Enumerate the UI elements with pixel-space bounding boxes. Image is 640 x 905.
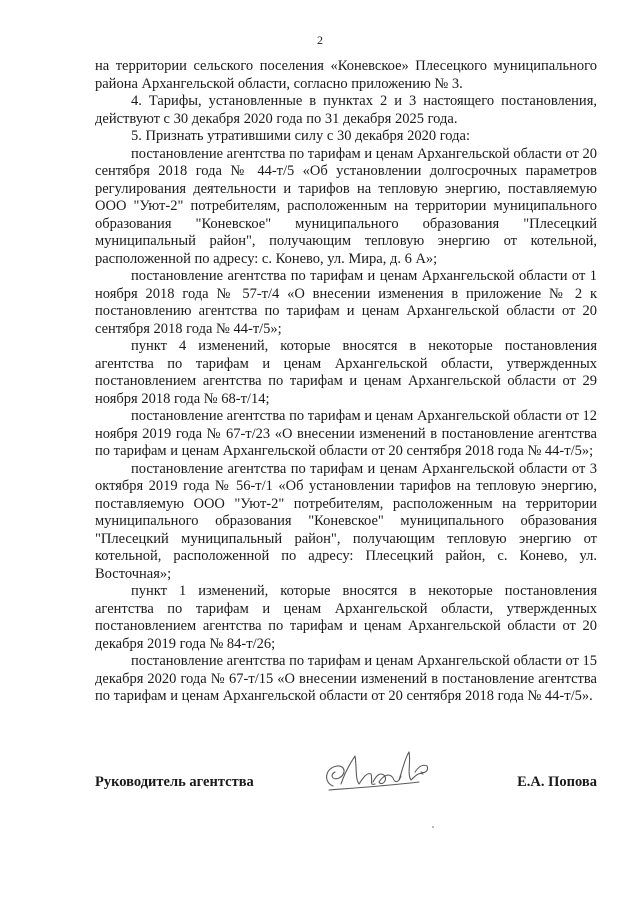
- repealed-act-2: постановление агентства по тарифам и ценам Архангельской области от 1 ноября 2018 года № 57-т/4 «О внесении изменения в приложение № 2 к постановлению агентства по тарифам и ценам Архангельской области от 20 сентября 2018 года № 44-т/5»;: [95, 268, 597, 337]
- page-number: 2: [317, 33, 323, 47]
- repealed-act-6: пункт 1 изменений, которые вносятся в некоторые постановления агентства по тарифам и ценам Архангельской области, утвержденных постановлением агентства по тарифам и ценам Архангельской области от 20 декабря 2019 года № 84-т/26;: [95, 583, 597, 652]
- paragraph-item-5: 5. Признать утратившими силу с 30 декабря 2020 года:: [131, 128, 470, 144]
- repealed-act-4: постановление агентства по тарифам и ценам Архангельской области от 12 ноября 2019 года № 67-т/23 «О внесении изменений в постановление агентства по тарифам и ценам Архангельской области от 20 сентября 2018 года № 44-т/5»;: [95, 408, 597, 459]
- handwritten-signature: [315, 742, 435, 800]
- document-body: [95, 58, 597, 706]
- signatory-name: Е.А. Попова: [517, 774, 597, 790]
- repealed-act-5: постановление агентства по тарифам и ценам Архангельской области от 3 октября 2019 года № 56-т/1 «Об установлении тарифов на тепловую энергию, поставляемую ООО "Уют-2" потребителям, расположенным на территории муниципального образования "Коневское" муниципального образования "Плесецкий муниципальный район", получающим тепловую энергию от котельной, расположенной по адресу: Плесецкий район, с. Конево, ул. Восточная»;: [95, 460, 597, 582]
- paragraph-continuation: на территории сельского поселения «Коневское» Плесецкого муниципального района Архангельской области, согласно приложению № 3.: [95, 58, 597, 92]
- repealed-act-3: пункт 4 изменений, которые вносятся в некоторые постановления агентства по тарифам и ценам Архангельской области, утвержденных постановлением агентства по тарифам и ценам Архангельской области от 29 ноября 2018 года № 68-т/14;: [95, 338, 597, 407]
- signature-block: [95, 764, 597, 804]
- signatory-position: Руководитель агентства: [95, 774, 254, 790]
- repealed-act-7: постановление агентства по тарифам и ценам Архангельской области от 15 декабря 2020 года № 67-т/15 «О внесении изменений в постановление агентства по тарифам и ценам Архангельской области от 20 сентября 2018 года № 44-т/5».: [95, 653, 597, 704]
- repealed-act-1: постановление агентства по тарифам и ценам Архангельской области от 20 сентября 2018 года № 44-т/5 «Об установлении долгосрочных параметров регулирования деятельности и тарифов на тепловую энергию, поставляемую ООО "Уют-2" потребителям, расположенным на территории муниципального образования "Коневское" муниципального образования "Плесецкий муниципальный район", получающим тепловую энергию от котельной, расположенной по адресу: с. Конево, ул. Мира, д. 6 А»;: [95, 145, 597, 267]
- paragraph-item-4: 4. Тарифы, установленные в пунктах 2 и 3 настоящего постановления, действуют с 30 декабря 2020 года по 31 декабря 2025 года.: [95, 93, 597, 127]
- scan-speck: [432, 826, 434, 828]
